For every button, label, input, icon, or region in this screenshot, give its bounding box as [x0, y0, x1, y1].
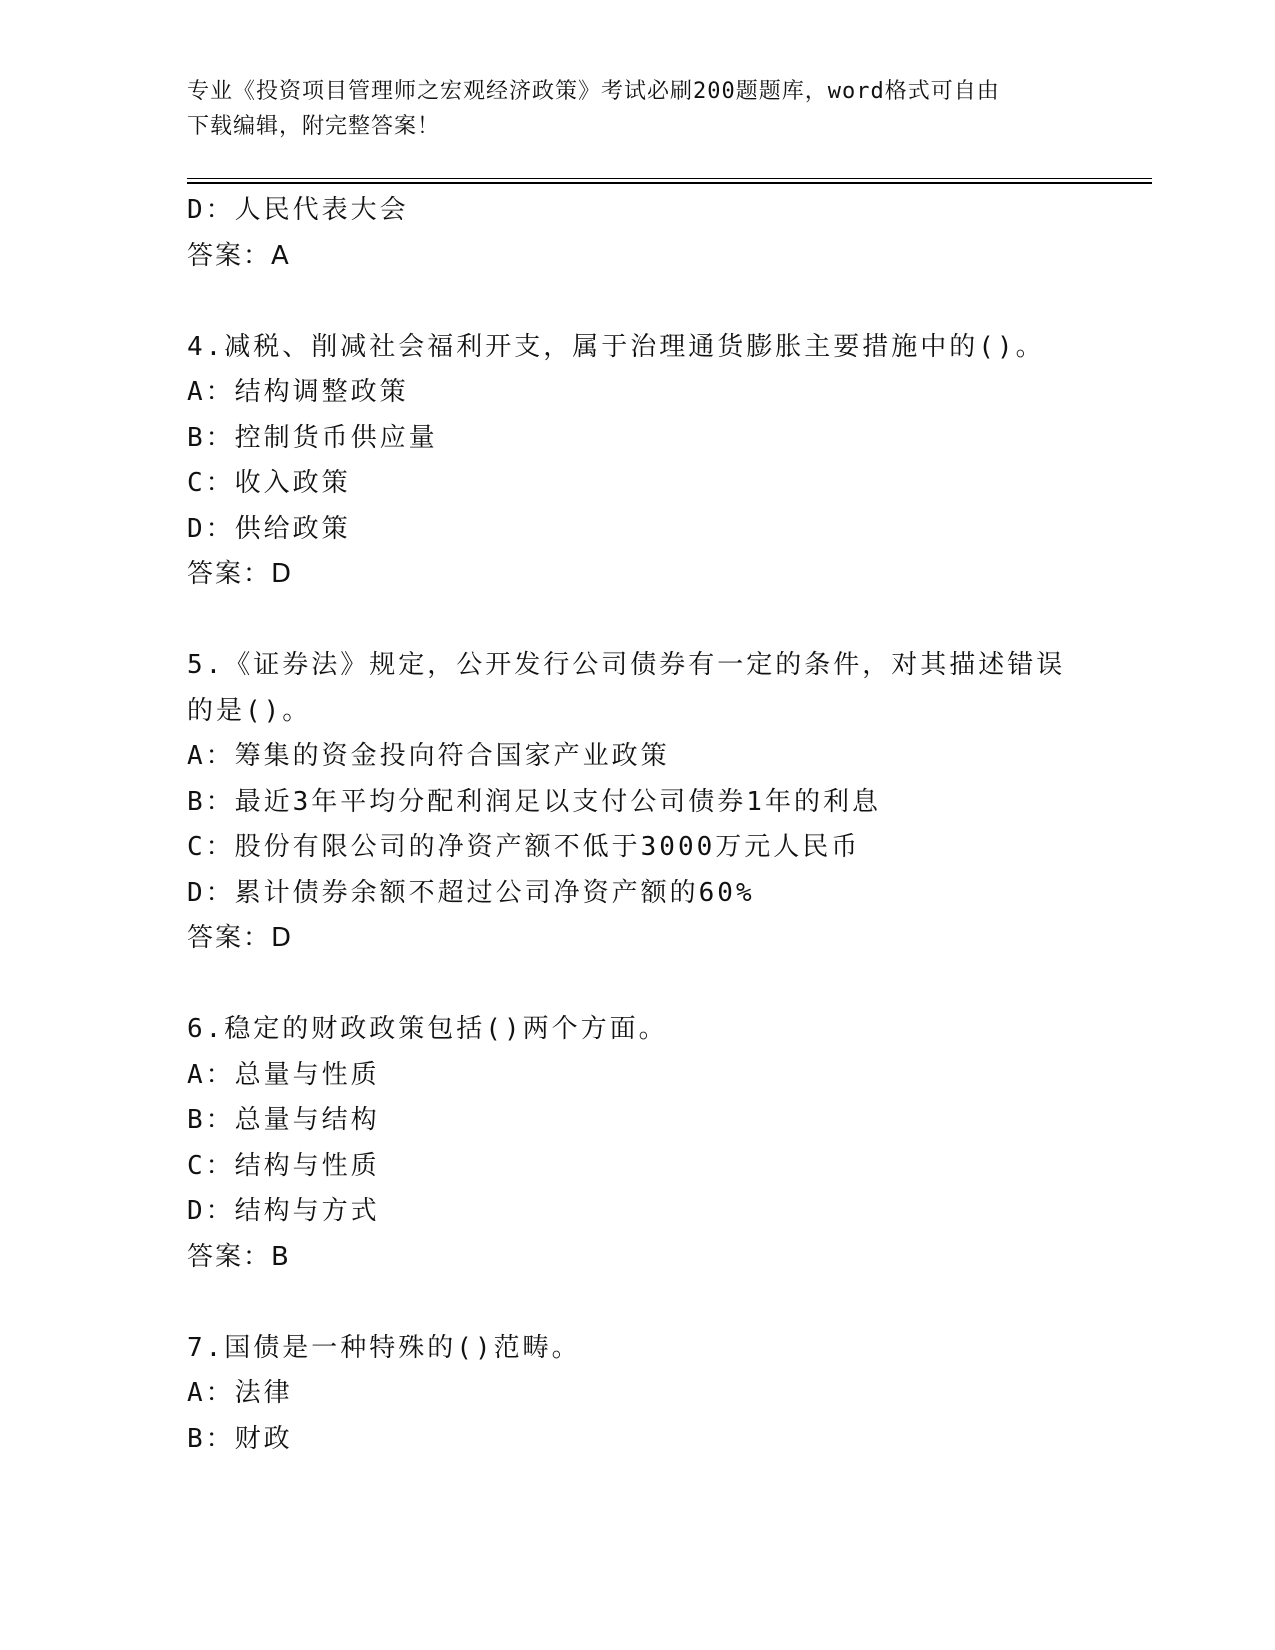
- spacer: [187, 279, 1087, 325]
- answer-line: 答案：B: [187, 1241, 291, 1272]
- question-stem: 4.减税、削减社会福利开支，属于治理通货膨胀主要措施中的()。: [187, 331, 1045, 362]
- question-6: [187, 1007, 1087, 1280]
- header-line-1: 专业《投资项目管理师之宏观经济政策》考试必刷200题题库，word格式可自由: [187, 79, 1000, 104]
- answer-line: 答案：D: [187, 559, 294, 589]
- option-a: A：法律: [187, 1378, 293, 1408]
- question-3-tail: [187, 188, 1087, 279]
- spacer: [187, 962, 1087, 1008]
- option-d: D：结构与方式: [187, 1196, 380, 1226]
- header-divider-thick: [187, 182, 1152, 184]
- option-d: D：人民代表大会: [187, 195, 409, 225]
- header-line-2: 下载编辑，附完整答案！: [187, 114, 441, 139]
- question-stem: 6.稳定的财政政策包括()两个方面。: [187, 1014, 668, 1044]
- option-a: A：结构调整政策: [187, 377, 409, 407]
- header-divider-thin: [187, 178, 1152, 179]
- option-a: A：筹集的资金投向符合国家产业政策: [187, 741, 670, 771]
- question-stem: 7.国债是一种特殊的()范畴。: [187, 1332, 581, 1363]
- option-d: D：累计债券余额不超过公司净资产额的60%: [187, 877, 755, 908]
- spacer: [187, 598, 1087, 644]
- spacer: [187, 1280, 1087, 1326]
- answer-line: 答案：D: [187, 923, 294, 953]
- option-b: B：财政: [187, 1423, 293, 1454]
- option-c: C：结构与性质: [187, 1150, 380, 1181]
- option-c: C：股份有限公司的净资产额不低于3000万元人民币: [187, 832, 861, 862]
- option-a: A：总量与性质: [187, 1059, 380, 1090]
- question-7: [187, 1326, 1087, 1463]
- option-b: B：最近3年平均分配利润足以支付公司债券1年的利息: [187, 786, 881, 817]
- question-4: [187, 325, 1087, 598]
- option-b: B：控制货币供应量: [187, 422, 438, 453]
- option-c: C：收入政策: [187, 468, 351, 498]
- question-stem-line-2: 的是()。: [187, 695, 312, 726]
- answer-line: 答案：A: [187, 240, 291, 271]
- option-b: B：总量与结构: [187, 1105, 380, 1135]
- question-list: [187, 188, 1087, 1462]
- question-5: [187, 643, 1087, 962]
- question-stem-line-1: 5.《证券法》规定，公开发行公司债券有一定的条件，对其描述错误: [187, 650, 1066, 680]
- option-d: D：供给政策: [187, 513, 351, 544]
- document-header: [187, 74, 1067, 144]
